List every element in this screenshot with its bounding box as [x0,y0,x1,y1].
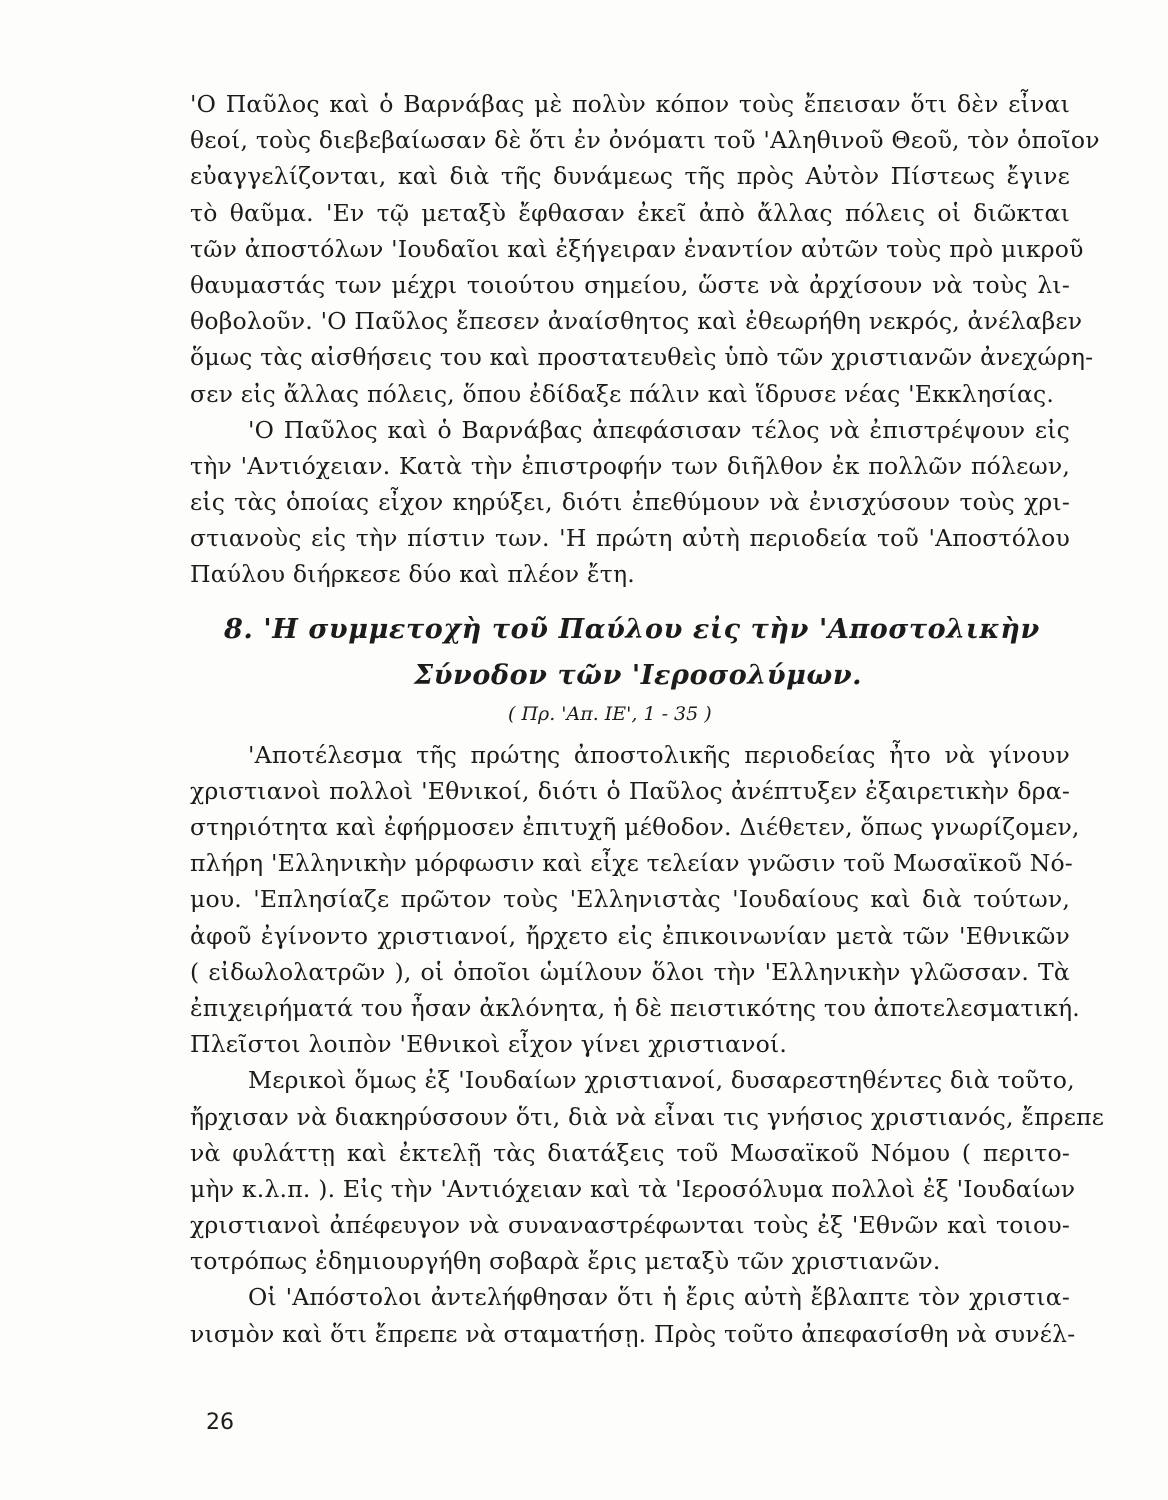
text-line: χριστιανοὶ ἀπέφευγον νὰ συναναστρέφωνται τοὺς ἐξ 'Εθνῶν καὶ τοιου- [190,1211,1070,1240]
page-content [190,86,1105,1352]
section-title-line-2: Σύνοδον τῶν 'Ιεροσολύμων. [414,659,863,691]
text-line: νισμὸν καὶ ὅτι ἔπρεπε νὰ σταματήσῃ. Πρὸς τοῦτο ἀπεφασίσθη νὰ συνέλ- [190,1319,1076,1348]
text-line: θεοί, τοὺς διεβεβαίωσαν δὲ ὅτι ἐν ὀνόματι τοῦ 'Αληθινοῦ Θεοῦ, τὸν ὁποῖον [190,126,1100,155]
text-line: μου. 'Επλησίαζε πρῶτον τοὺς 'Ελληνιστὰς 'Ιουδαίους καὶ διὰ τούτων, [190,885,1070,914]
text-line: στιανοὺς εἰς τὴν πίστιν των. 'Η πρώτη αὐτὴ περιοδεία τοῦ 'Αποστόλου [190,524,1070,553]
text-line: 'Ο Παῦλος καὶ ὁ Βαρνάβας ἀπεφάσισαν τέλος νὰ ἐπιστρέψουν εἰς [248,415,1070,444]
text-line: εὐαγγελίζονται, καὶ διὰ τῆς δυνάμεως τῆς πρὸς Αὐτὸν Πίστεως ἔγινε [190,162,1070,191]
paragraph-4 [190,1062,1105,1279]
text-line: ( εἰδωλολατρῶν ), οἱ ὁποῖοι ὡμίλουν ὅλοι τὴν 'Ελληνικὴν γλῶσσαν. Τὰ [190,957,1070,986]
text-line: ἤρχισαν νὰ διακηρύσσουν ὅτι, διὰ νὰ εἶναι τις γνήσιος χριστιανός, ἔπρεπε [190,1102,1105,1131]
text-line: τὸ θαῦμα. 'Εν τῷ μεταξὺ ἔφθασαν ἐκεῖ ἀπὸ ἄλλας πόλεις οἱ διῶκται [190,198,1070,227]
text-line: μὴν κ.λ.π. ). Εἰς τὴν 'Αντιόχειαν καὶ τὰ 'Ιεροσόλυμα πολλοὶ ἐξ 'Ιουδαίων [190,1174,1076,1203]
text-line: Οἱ 'Απόστολοι ἀντελήφθησαν ὅτι ἡ ἔρις αὐτὴ ἔβλαπτε τὸν χριστια- [248,1283,1070,1312]
text-line: σεν εἰς ἄλλας πόλεις, ὅπου ἐδίδαξε πάλιν καὶ ἵδρυσε νέας 'Εκκλησίας. [190,379,1055,408]
text-line: θαυμαστάς των μέχρι τοιούτου σημείου, ὥστε νὰ ἀρχίσουν νὰ τοὺς λι- [190,270,1070,299]
text-line: ἀφοῦ ἐγίνοντο χριστιανοί, ἤρχετο εἰς ἐπικοινωνίαν μετὰ τῶν 'Εθνικῶν [190,921,1070,950]
text-line: νὰ φυλάττῃ καὶ ἐκτελῇ τὰς διατάξεις τοῦ Μωσαϊκοῦ Νόμου ( περιτο- [190,1138,1070,1167]
text-line: τὴν 'Αντιόχειαν. Κατὰ τὴν ἐπιστροφήν των διῆλθον ἐκ πολλῶν πόλεων, [190,451,1070,480]
scripture-reference: ( Πρ. 'Απ. ΙΕ', 1 - 35 ) [508,702,712,725]
text-line: στηριότητα καὶ ἐφήρμοσεν ἐπιτυχῆ μέθοδον. Διέθετεν, ὅπως γνωρίζομεν, [190,813,1080,841]
text-line: Πλεῖστοι λοιπὸν 'Εθνικοὶ εἶχον γίνει χριστιανοί. [190,1030,788,1059]
text-line: Παύλου διήρκεσε δύο καὶ πλέον ἔτη. [190,560,635,589]
paragraph-3 [190,737,1080,1063]
section-title-line-1: 8. 'Η συμμετοχὴ τοῦ Παύλου εἰς τὴν 'Αποστολικὴν [224,613,1040,645]
page-number: 26 [206,1410,234,1435]
paragraph-2 [190,412,1070,593]
text-line: 'Ο Παῦλος καὶ ὁ Βαρνάβας μὲ πολὺν κόπον τοὺς ἔπεισαν ὅτι δὲν εἶναι [190,90,1070,118]
text-line: Μερικοὶ ὅμως ἐξ 'Ιουδαίων χριστιανοί, δυσαρεστηθέντες διὰ τοῦτο, [248,1066,1075,1095]
text-line: τῶν ἀποστόλων 'Ιουδαῖοι καὶ ἐξήγειραν ἐναντίον αὐτῶν τοὺς πρὸ μικροῦ [190,234,1084,263]
text-line: θοβολοῦν. 'Ο Παῦλος ἔπεσεν ἀναίσθητος καὶ ἐθεωρήθη νεκρός, ἀνέλαβεν [190,307,1083,336]
text-line: ἐπιχειρήματά του ἦσαν ἀκλόνητα, ἡ δὲ πειστικότης του ἀποτελεσματική. [190,993,1080,1022]
text-line: 'Αποτέλεσμα τῆς πρώτης ἀποστολικῆς περιοδείας ἦτο νὰ γίνουν [248,740,1070,769]
text-line: εἰς τὰς ὁποίας εἶχον κηρύξει, διότι ἐπεθύμουν νὰ ἐνισχύσουν τοὺς χρι- [190,488,1070,517]
text-line: ὅμως τὰς αἰσθήσεις του καὶ προστατευθεὶς ὑπὸ τῶν χριστιανῶν ἀνεχώρη- [190,343,1094,372]
text-line: τοτρόπως ἐδημιουργήθη σοβαρὰ ἔρις μεταξὺ τῶν χριστιανῶν. [190,1247,941,1276]
paragraph-1 [190,86,1100,412]
text-line: πλήρη 'Ελληνικὴν μόρφωσιν καὶ εἶχε τελείαν γνῶσιν τοῦ Μωσαϊκοῦ Νό- [190,849,1073,878]
paragraph-5 [190,1279,1076,1351]
section-heading [190,607,1070,729]
text-line: χριστιανοὶ πολλοὶ 'Εθνικοί, διότι ὁ Παῦλος ἀνέπτυξεν ἐξαιρετικὴν δρα- [190,776,1070,805]
